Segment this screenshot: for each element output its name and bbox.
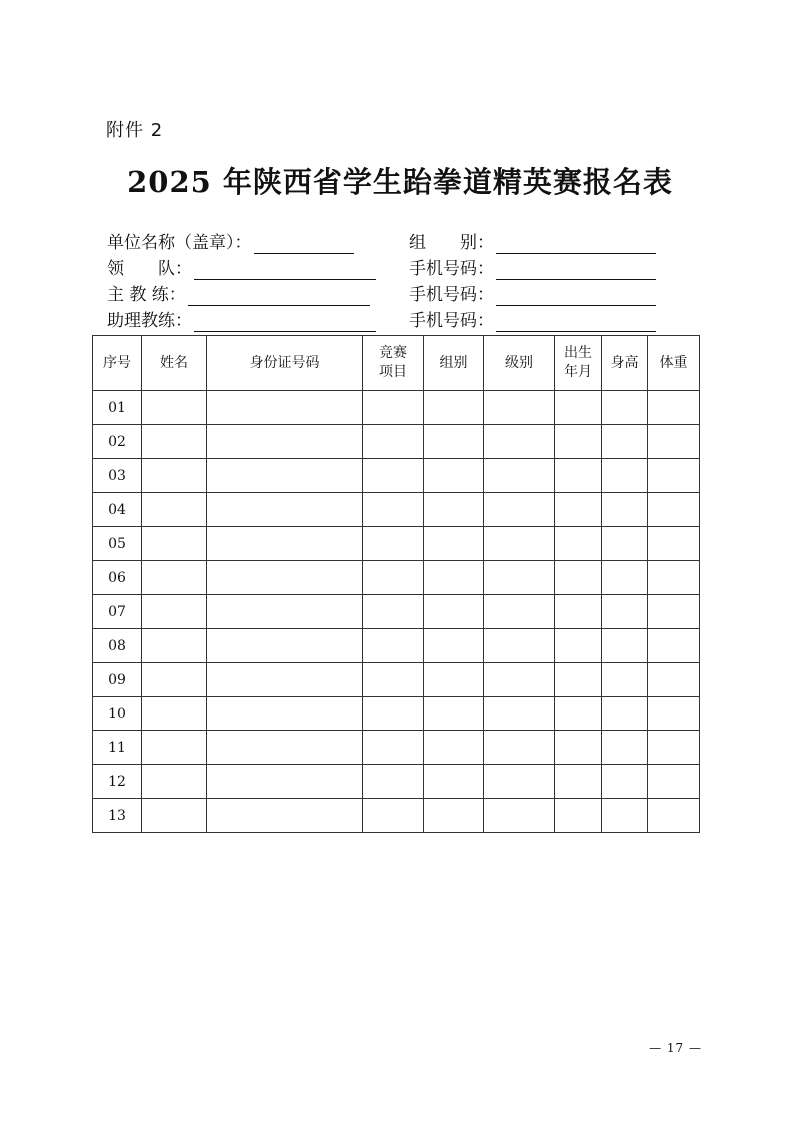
cell-seq: 04 [93, 493, 142, 527]
cell-event[interactable] [363, 459, 424, 493]
header-weight: 体重 [648, 336, 700, 391]
cell-event[interactable] [363, 493, 424, 527]
cell-seq: 06 [93, 561, 142, 595]
head-coach-blank[interactable] [188, 287, 370, 306]
header-group: 组别 [424, 336, 484, 391]
cell-id-number[interactable] [207, 697, 363, 731]
cell-level[interactable] [484, 527, 555, 561]
page-number: — 17 — [649, 1041, 702, 1055]
cell-group[interactable] [424, 629, 484, 663]
cell-id-number[interactable] [207, 629, 363, 663]
cell-birth[interactable] [555, 561, 602, 595]
leader-label: 领 队： [107, 259, 192, 279]
cell-level[interactable] [484, 459, 555, 493]
cell-height[interactable] [602, 595, 648, 629]
cell-level[interactable] [484, 595, 555, 629]
cell-event[interactable] [363, 765, 424, 799]
cell-id-number[interactable] [207, 731, 363, 765]
cell-birth[interactable] [555, 765, 602, 799]
cell-event[interactable] [363, 561, 424, 595]
cell-event[interactable] [363, 629, 424, 663]
cell-level[interactable] [484, 425, 555, 459]
cell-event[interactable] [363, 731, 424, 765]
cell-birth[interactable] [555, 731, 602, 765]
cell-event[interactable] [363, 697, 424, 731]
cell-event[interactable] [363, 799, 424, 833]
cell-weight[interactable] [648, 493, 700, 527]
cell-level[interactable] [484, 731, 555, 765]
cell-name[interactable] [142, 629, 207, 663]
cell-seq: 02 [93, 425, 142, 459]
cell-event[interactable] [363, 391, 424, 425]
cell-group[interactable] [424, 391, 484, 425]
cell-height[interactable] [602, 799, 648, 833]
cell-id-number[interactable] [207, 765, 363, 799]
cell-height[interactable] [602, 527, 648, 561]
cell-id-number[interactable] [207, 799, 363, 833]
cell-group[interactable] [424, 561, 484, 595]
phone3-blank[interactable] [496, 313, 656, 332]
table-row [93, 799, 700, 833]
leader-blank[interactable] [194, 261, 376, 280]
cell-level[interactable] [484, 561, 555, 595]
phone2-field[interactable] [409, 280, 656, 306]
cell-level[interactable] [484, 493, 555, 527]
cell-weight[interactable] [648, 799, 700, 833]
cell-height[interactable] [602, 765, 648, 799]
assistant-coach-field[interactable] [107, 306, 376, 332]
cell-seq: 11 [93, 731, 142, 765]
cell-weight[interactable] [648, 731, 700, 765]
cell-birth[interactable] [555, 697, 602, 731]
table-row [93, 459, 700, 493]
cell-id-number[interactable] [207, 459, 363, 493]
cell-group[interactable] [424, 595, 484, 629]
cell-weight[interactable] [648, 391, 700, 425]
phone1-field[interactable] [409, 254, 656, 280]
cell-id-number[interactable] [207, 425, 363, 459]
cell-group[interactable] [424, 799, 484, 833]
table-row [93, 629, 700, 663]
cell-height[interactable] [602, 391, 648, 425]
header-name: 姓名 [142, 336, 207, 391]
cell-name[interactable] [142, 765, 207, 799]
cell-event[interactable] [363, 663, 424, 697]
cell-seq: 13 [93, 799, 142, 833]
cell-id-number[interactable] [207, 595, 363, 629]
cell-event[interactable] [363, 527, 424, 561]
cell-level[interactable] [484, 629, 555, 663]
table-row [93, 527, 700, 561]
table-body [93, 391, 700, 833]
phone1-label: 手机号码： [409, 259, 494, 279]
header-birth: 出生 年月 [555, 336, 602, 391]
table-row [93, 425, 700, 459]
cell-name[interactable] [142, 697, 207, 731]
phone2-label: 手机号码： [409, 285, 494, 305]
field-row-assistant-coach [107, 306, 707, 332]
head-coach-field[interactable] [107, 280, 370, 306]
field-row-head-coach [107, 280, 707, 306]
cell-group[interactable] [424, 731, 484, 765]
cell-name[interactable] [142, 493, 207, 527]
cell-birth[interactable] [555, 595, 602, 629]
cell-height[interactable] [602, 697, 648, 731]
cell-level[interactable] [484, 799, 555, 833]
cell-group[interactable] [424, 493, 484, 527]
unit-name-blank[interactable] [254, 235, 354, 254]
field-row-leader [107, 254, 707, 280]
assistant-coach-label: 助理教练： [107, 311, 192, 331]
group-blank[interactable] [496, 235, 656, 254]
cell-height[interactable] [602, 561, 648, 595]
table-row [93, 697, 700, 731]
header-level: 级别 [484, 336, 555, 391]
phone1-blank[interactable] [496, 261, 656, 280]
cell-birth[interactable] [555, 391, 602, 425]
cell-name[interactable] [142, 527, 207, 561]
cell-weight[interactable] [648, 595, 700, 629]
group-field[interactable] [409, 228, 656, 254]
cell-height[interactable] [602, 629, 648, 663]
cell-height[interactable] [602, 731, 648, 765]
cell-level[interactable] [484, 663, 555, 697]
cell-level[interactable] [484, 391, 555, 425]
cell-height[interactable] [602, 459, 648, 493]
cell-name[interactable] [142, 561, 207, 595]
cell-level[interactable] [484, 697, 555, 731]
cell-weight[interactable] [648, 425, 700, 459]
cell-weight[interactable] [648, 765, 700, 799]
cell-level[interactable] [484, 765, 555, 799]
cell-seq: 09 [93, 663, 142, 697]
table-row [93, 493, 700, 527]
cell-seq: 08 [93, 629, 142, 663]
cell-event[interactable] [363, 595, 424, 629]
header-event: 竞赛 项目 [363, 336, 424, 391]
cell-weight[interactable] [648, 629, 700, 663]
registration-fields [107, 228, 707, 332]
header-height: 身高 [602, 336, 648, 391]
cell-event[interactable] [363, 425, 424, 459]
table-row [93, 391, 700, 425]
cell-id-number[interactable] [207, 527, 363, 561]
cell-name[interactable] [142, 663, 207, 697]
cell-seq: 07 [93, 595, 142, 629]
cell-seq: 01 [93, 391, 142, 425]
table-row [93, 663, 700, 697]
cell-weight[interactable] [648, 459, 700, 493]
cell-seq: 03 [93, 459, 142, 493]
cell-group[interactable] [424, 459, 484, 493]
header-seq: 序号 [93, 336, 142, 391]
cell-name[interactable] [142, 799, 207, 833]
cell-group[interactable] [424, 697, 484, 731]
cell-seq: 12 [93, 765, 142, 799]
cell-birth[interactable] [555, 629, 602, 663]
cell-birth[interactable] [555, 527, 602, 561]
cell-name[interactable] [142, 425, 207, 459]
cell-birth[interactable] [555, 425, 602, 459]
table-row [93, 731, 700, 765]
cell-birth[interactable] [555, 493, 602, 527]
attachment-label: 附件 2 [106, 120, 164, 141]
cell-group[interactable] [424, 527, 484, 561]
table-row [93, 595, 700, 629]
cell-name[interactable] [142, 391, 207, 425]
cell-id-number[interactable] [207, 663, 363, 697]
registration-table [92, 335, 700, 833]
cell-height[interactable] [602, 663, 648, 697]
cell-group[interactable] [424, 765, 484, 799]
cell-id-number[interactable] [207, 561, 363, 595]
cell-group[interactable] [424, 663, 484, 697]
cell-weight[interactable] [648, 697, 700, 731]
phone3-label: 手机号码： [409, 311, 494, 331]
assistant-coach-blank[interactable] [194, 313, 376, 332]
cell-name[interactable] [142, 459, 207, 493]
cell-height[interactable] [602, 425, 648, 459]
field-row-unit [107, 228, 707, 254]
cell-height[interactable] [602, 493, 648, 527]
cell-id-number[interactable] [207, 391, 363, 425]
cell-weight[interactable] [648, 561, 700, 595]
cell-birth[interactable] [555, 459, 602, 493]
table-row [93, 561, 700, 595]
header-id-number: 身份证号码 [207, 336, 363, 391]
cell-birth[interactable] [555, 799, 602, 833]
cell-id-number[interactable] [207, 493, 363, 527]
head-coach-label: 主 教 练： [107, 285, 186, 305]
cell-weight[interactable] [648, 527, 700, 561]
cell-group[interactable] [424, 425, 484, 459]
cell-name[interactable] [142, 595, 207, 629]
cell-seq: 10 [93, 697, 142, 731]
cell-birth[interactable] [555, 663, 602, 697]
unit-name-field[interactable] [107, 228, 354, 254]
cell-weight[interactable] [648, 663, 700, 697]
page-title: 2025 年陕西省学生跆拳道精英赛报名表 [127, 165, 673, 199]
table-header-row [93, 336, 700, 391]
cell-seq: 05 [93, 527, 142, 561]
group-label: 组 别： [409, 233, 494, 253]
table-row [93, 765, 700, 799]
unit-name-label: 单位名称（盖章）： [107, 233, 252, 253]
leader-field[interactable] [107, 254, 376, 280]
cell-name[interactable] [142, 731, 207, 765]
phone3-field[interactable] [409, 306, 656, 332]
phone2-blank[interactable] [496, 287, 656, 306]
